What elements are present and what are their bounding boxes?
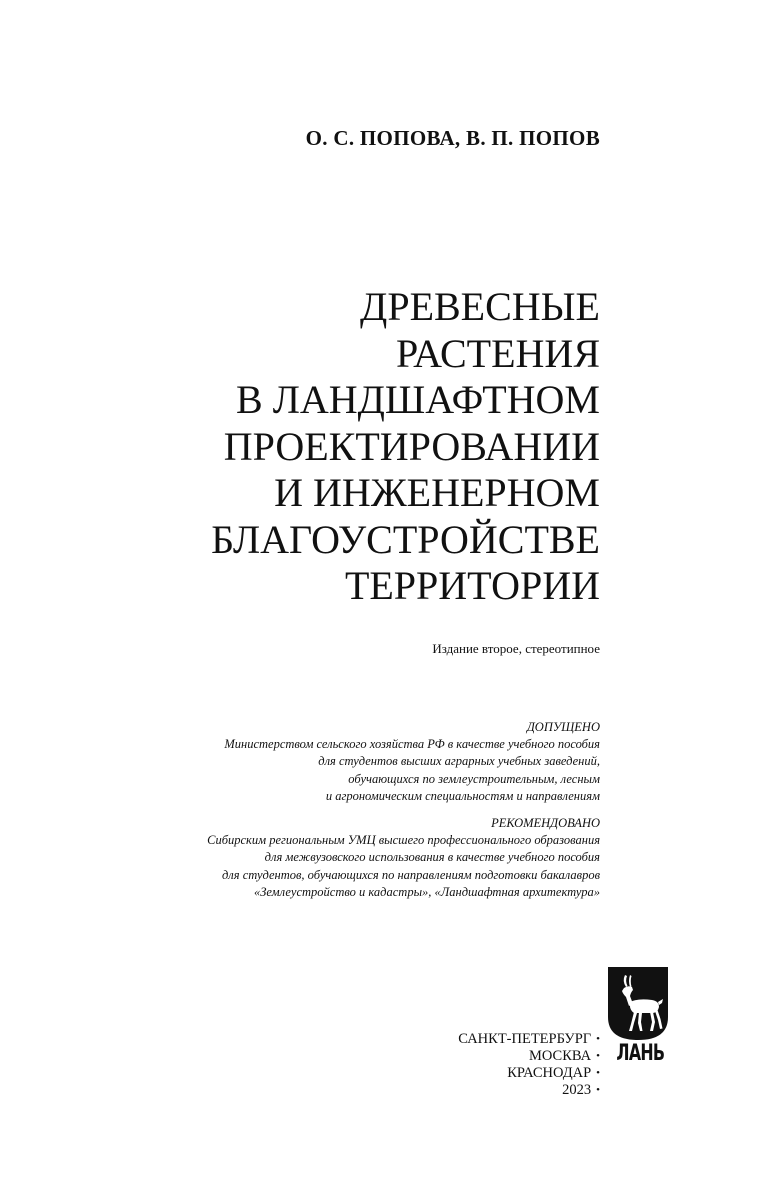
publisher-name: ЛАНЬ [616,1041,665,1066]
separator-dot: • [596,1050,600,1063]
title-line: ТЕРРИТОРИИ [344,563,600,608]
approval-line: «Землеустройство и кадастры», «Ландшафтная архитектура» [253,884,600,899]
title-line: БЛАГОУСТРОЙСТВЕ [211,516,600,562]
city-name: КРАСНОДАР [507,1064,592,1081]
city-name: САНКТ-ПЕТЕРБУРГ [458,1031,592,1047]
deer-shield-icon [608,967,668,1040]
approval-block-admitted [224,719,600,805]
publication-places [458,1031,600,1099]
city-row [458,1031,600,1048]
separator-dot: • [596,1033,600,1046]
approval-line: обучающихся по землеустроительным, лесным [348,771,600,786]
year-row [458,1082,600,1099]
city-row [458,1065,600,1082]
separator-dot: • [596,1067,600,1080]
title-line: ДРЕВЕСНЫЕ [360,284,600,329]
book-title [40,284,600,610]
title-line: В ЛАНДШАФТНОМ [236,377,600,422]
approval-block-recommended [207,815,600,901]
title-line: И ИНЖЕНЕРНОМ [274,470,600,515]
approval-line: Министерством сельского хозяйства РФ в качестве учебного пособия [224,737,600,752]
city-name: МОСКВА [529,1047,592,1064]
approval-line: для межвузовского использования в качестве учебного пособия [264,850,600,865]
separator-dot: • [596,1084,600,1097]
publication-year: 2023 [562,1081,592,1098]
approval-line: для студентов высших аграрных учебных заведений, [318,754,600,769]
approval-line: для студентов, обучающихся по направлениям подготовки бакалавров [221,867,600,882]
book-authors: О. С. ПОПОВА, В. П. ПОПОВ [305,126,600,150]
approval-line: Сибирским региональным УМЦ высшего профессионального образования [207,833,600,848]
approval-heading: ДОПУЩЕНО [526,720,600,734]
title-line: ПРОЕКТИРОВАНИИ [223,423,600,469]
approval-heading: РЕКОМЕНДОВАНО [491,816,600,830]
city-row [458,1048,600,1065]
publisher-logo [608,967,668,1066]
title-line: РАСТЕНИЯ [395,330,600,376]
edition-note: Издание второе, стереотипное [432,641,600,656]
approval-line: и агрономическим специальностям и направлениям [325,788,600,803]
